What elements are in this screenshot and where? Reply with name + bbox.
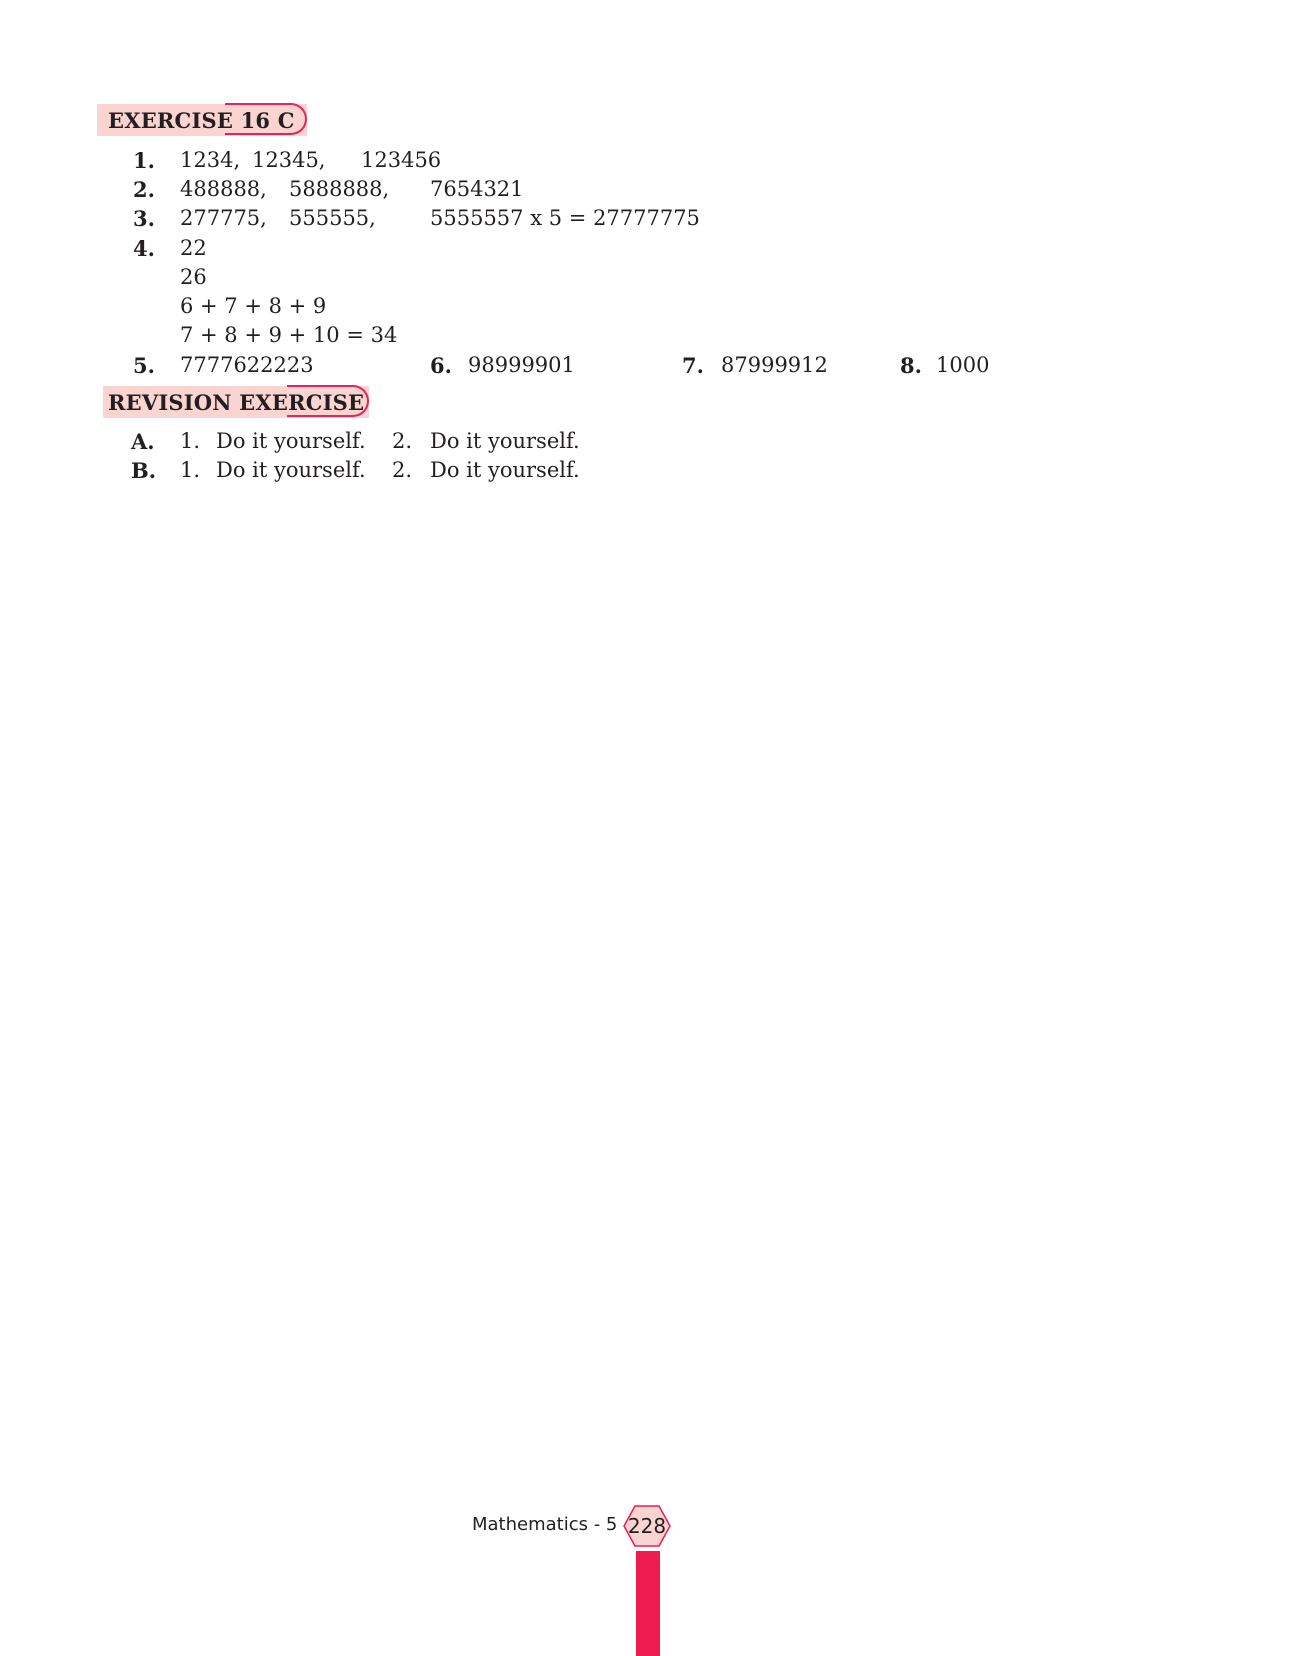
q6-number: 6. [430,353,452,378]
q7-number: 7. [682,353,704,378]
revision-b-num-2: 2. [392,458,413,482]
q6-answer: 98999901 [468,353,575,377]
exercise-header [97,104,307,136]
q2-answer-c: 7654321 [430,177,524,201]
page-number: 228 [627,1514,667,1538]
q4-line-2: 26 [180,265,207,289]
q5-answer: 7777622223 [180,353,314,377]
revision-a-text-1: Do it yourself. [216,429,366,453]
q3-answer-a: 277775, [180,206,267,230]
revision-title: REVISION EXERCISE [108,390,365,415]
q4-line-3: 6 + 7 + 8 + 9 [180,294,327,318]
q2-answer-b: 5888888, [289,177,390,201]
q7-answer: 87999912 [721,353,828,377]
revision-b-num-1: 1. [180,458,201,482]
q1-number: 1. [133,148,155,173]
q4-number: 4. [133,236,155,261]
q3-answer-c: 5555557 x 5 = 27777775 [430,206,700,230]
q3-number: 3. [133,206,155,231]
revision-a-num-2: 2. [392,429,413,453]
revision-letter-a: A. [131,429,155,454]
revision-a-text-2: Do it yourself. [430,429,580,453]
q1-answer-b: 12345, [252,148,326,172]
revision-header [103,386,369,418]
q1-answer-c: 123456 [361,148,442,172]
q2-number: 2. [133,177,155,202]
revision-a-num-1: 1. [180,429,201,453]
page-number-badge [623,1505,671,1547]
q8-number: 8. [900,353,922,378]
q3-answer-b: 555555, [289,206,376,230]
q4-line-4: 7 + 8 + 9 + 10 = 34 [180,323,398,347]
page-accent-bar [636,1551,660,1656]
exercise-title: EXERCISE 16 C [108,108,295,133]
revision-b-text-2: Do it yourself. [430,458,580,482]
revision-b-text-1: Do it yourself. [216,458,366,482]
q2-answer-a: 488888, [180,177,267,201]
q8-answer: 1000 [936,353,990,377]
q1-answer-a: 1234, [180,148,241,172]
book-title: Mathematics - 5 [472,1514,618,1535]
q4-line-1: 22 [180,236,207,260]
revision-letter-b: B. [131,458,157,483]
q5-number: 5. [133,353,155,378]
